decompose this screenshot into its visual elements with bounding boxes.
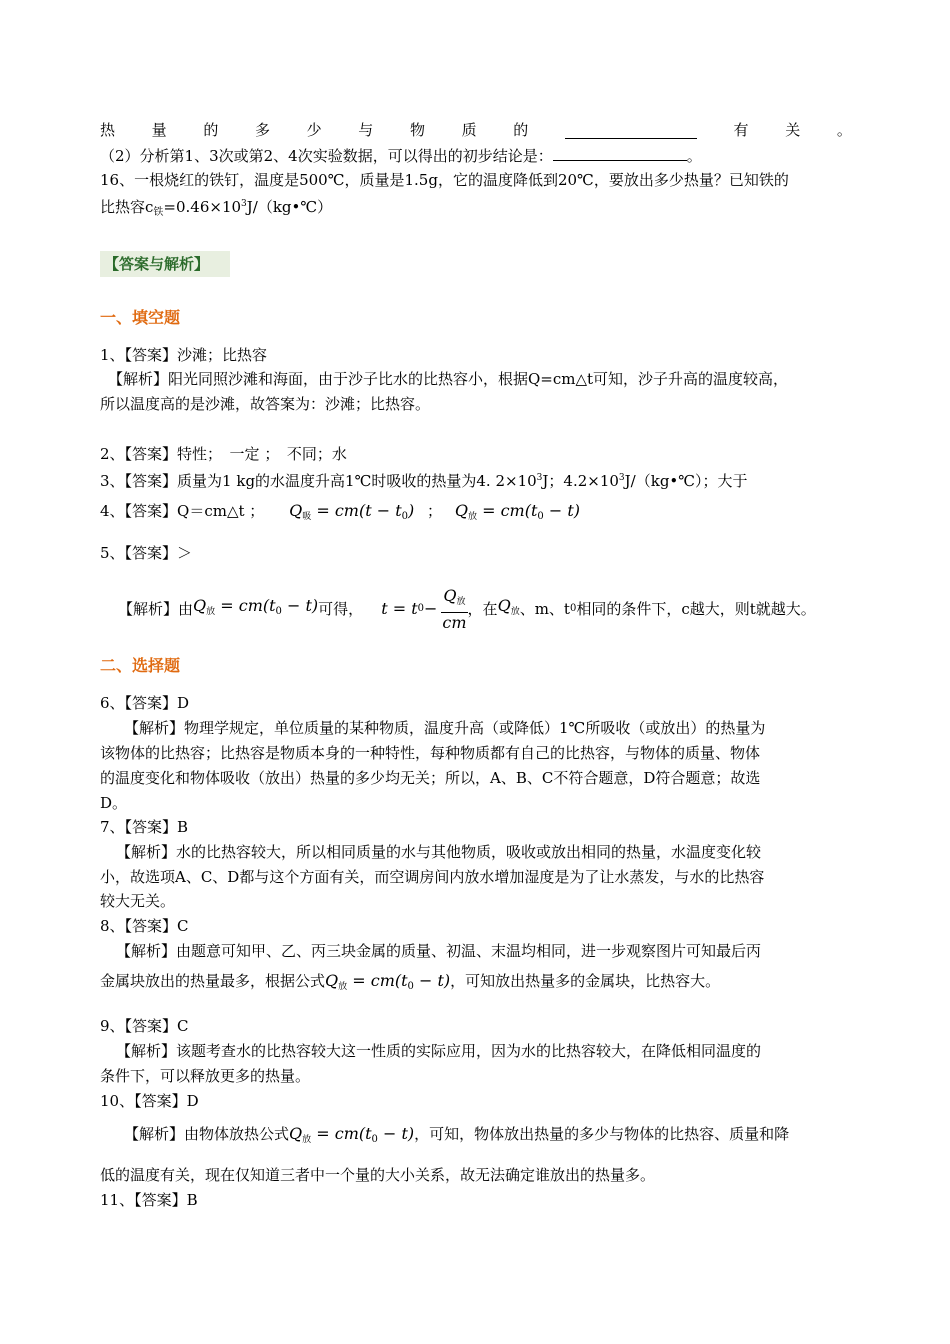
superscript: 3 <box>618 473 625 483</box>
explanation-6-line-4: D。 <box>100 794 128 812</box>
explanation-1-line-1: 【解析】阳光同照沙滩和海面，由于沙子比水的比热容小，根据Q=cm△t可知，沙子升高的温度较高， <box>108 370 789 388</box>
text-char: 的 <box>203 121 219 139</box>
answer-11: 11、【答案】B <box>100 1191 198 1209</box>
answer-blank <box>565 122 697 139</box>
section-fill-blank-heading: 一、填空题 <box>100 308 181 327</box>
explanation-5-text: 【解析】由 <box>118 600 194 618</box>
explanation-7-line-1: 【解析】水的比热容较大，所以相同质量的水与其他物质，吸收或放出相同的热量，水温度变化较 <box>116 843 762 861</box>
answer-9: 9、【答案】C <box>100 1017 189 1035</box>
answer-2: 2、【答案】特性； 一定 ； 不同；水 <box>100 445 347 463</box>
q16-line-2 <box>100 193 852 224</box>
formula-heat-released: $Q_放 = cm(t0 - t)$ <box>454 501 580 522</box>
q15-line-1 <box>100 119 852 141</box>
text-char: 量 <box>151 121 167 139</box>
formula-heat-released: $Q_放 = cm(t0 - t)$ <box>289 1124 415 1145</box>
answer-4 <box>100 500 852 528</box>
answer-6: 6、【答案】D <box>100 694 190 712</box>
explanation-8-text: 金属块放出的热量最多，根据公式 <box>100 972 326 990</box>
text-char: 关 <box>785 121 801 139</box>
explanation-8-line-2 <box>100 970 852 998</box>
answer-3 <box>100 467 852 492</box>
formula-temperature: t = t 0 − $\frac{Q_放}{cm}$ <box>381 585 467 632</box>
answer-section-header: 【答案与解析】 <box>100 251 230 277</box>
explanation-10-line-2: 低的温度有关，现在仅知道三者中一个量的大小关系，故无法确定谁放出的热量多。 <box>100 1166 656 1184</box>
explanation-9-line-2: 条件下，可以释放更多的热量。 <box>100 1067 311 1085</box>
q16-line-1: 16、一根烧红的铁钉，温度是500℃，质量是1.5g，它的温度降低到20℃，要放出多少热量？已知铁的 <box>100 171 789 189</box>
explanation-7-line-2: 小，故选项A、C、D都与这个方面有关，而空调房间内放水增加湿度是为了让水蒸发，与水的比热容 <box>100 868 765 886</box>
explanation-5-text: 相同的条件下，c越大，则t就越大。 <box>576 600 816 618</box>
subscript: 铁 <box>153 207 164 218</box>
explanation-5 <box>118 586 870 632</box>
q16-text: J/（kg•℃） <box>246 198 333 216</box>
answer-7: 7、【答案】B <box>100 818 189 836</box>
formula-heat-released: $Q_放 = cm(t0 - t)$ <box>193 596 319 617</box>
answer-3-text: J；4.2×10 <box>542 472 619 490</box>
text-char: 。 <box>836 121 852 139</box>
explanation-5-text: 可得， <box>318 600 364 618</box>
text-char: 有 <box>733 121 749 139</box>
q16-text: 比热容c <box>100 198 154 216</box>
formula-q-released: $Q_放$ <box>497 596 520 617</box>
explanation-5-text: ，在 <box>467 600 498 618</box>
subscript: 0 <box>569 603 577 614</box>
text-char: 质 <box>461 121 477 139</box>
formula-heat-released: $Q_放 = cm(t0 - t)$ <box>325 971 451 992</box>
explanation-8-text: ，可知放出热量多的金属块，比热容大。 <box>450 972 721 990</box>
explanation-1-line-2: 所以温度高的是沙滩，故答案为：沙滩；比热容。 <box>100 395 431 413</box>
text-char: 物 <box>409 121 425 139</box>
answer-3-text: 3、【答案】质量为1 kg的水温度升高1℃时吸收的热量为4. 2×10 <box>100 472 537 490</box>
explanation-10-text: 【解析】由物体放热公式 <box>124 1125 290 1143</box>
text-char: 多 <box>254 121 270 139</box>
explanation-6-line-2: 该物体的比热容；比热容是物质本身的一种特性，每种物质都有自己的比热容，与物体的质量、物体 <box>100 744 761 762</box>
explanation-6-line-1: 【解析】物理学规定，单位质量的某种物质，温度升高（或降低）1℃所吸收（或放出）的热量为 <box>124 719 766 737</box>
section-choice-heading: 二、选择题 <box>100 656 181 675</box>
answer-blank <box>553 144 687 161</box>
explanation-5-text: 、m、t <box>519 600 570 618</box>
q16-text: =0.46×10 <box>163 198 242 216</box>
answer-1: 1、【答案】沙滩；比热容 <box>100 346 268 364</box>
answer-3-text: J/（kg•℃）；大于 <box>624 472 748 490</box>
answer-5: 5、【答案】＞ <box>100 544 193 562</box>
explanation-9-line-1: 【解析】该题考查水的比热容较大这一性质的实际应用，因为水的比热容较大，在降低相同温度的 <box>116 1042 762 1060</box>
superscript: 3 <box>241 199 247 209</box>
superscript: 3 <box>536 473 543 483</box>
text-char: 热 <box>100 121 116 139</box>
explanation-7-line-3: 较大无关。 <box>100 892 176 910</box>
explanation-10-text: ，可知，物体放出热量的多少与物体的比热容、质量和降 <box>414 1125 790 1143</box>
formula-heat-absorbed: $Q_吸 = cm(t - t0)$ <box>289 501 415 522</box>
text-char: 少 <box>306 121 322 139</box>
explanation-6-line-3: 的温度变化和物体吸收（放出）热量的多少均无关；所以，A、B、C不符合题意，D符合题意；故选 <box>100 769 761 787</box>
q15-line-2 <box>100 144 852 167</box>
answer-4-text: 4、【答案】Q＝cm△t ； <box>100 502 265 520</box>
answer-8: 8、【答案】C <box>100 917 189 935</box>
explanation-10-line-1 <box>124 1123 876 1151</box>
separator: ； <box>427 502 443 520</box>
answer-10: 10、【答案】D <box>100 1092 199 1110</box>
period: 。 <box>686 147 702 165</box>
text-char: 的 <box>513 121 529 139</box>
text-char: 与 <box>358 121 374 139</box>
q15-conclusion-text: （2）分析第1、3次或第2、4次实验数据，可以得出的初步结论是： <box>100 147 553 165</box>
explanation-8-line-1: 【解析】由题意可知甲、乙、丙三块金属的质量、初温、末温均相同，进一步观察图片可知最后丙 <box>116 942 762 960</box>
